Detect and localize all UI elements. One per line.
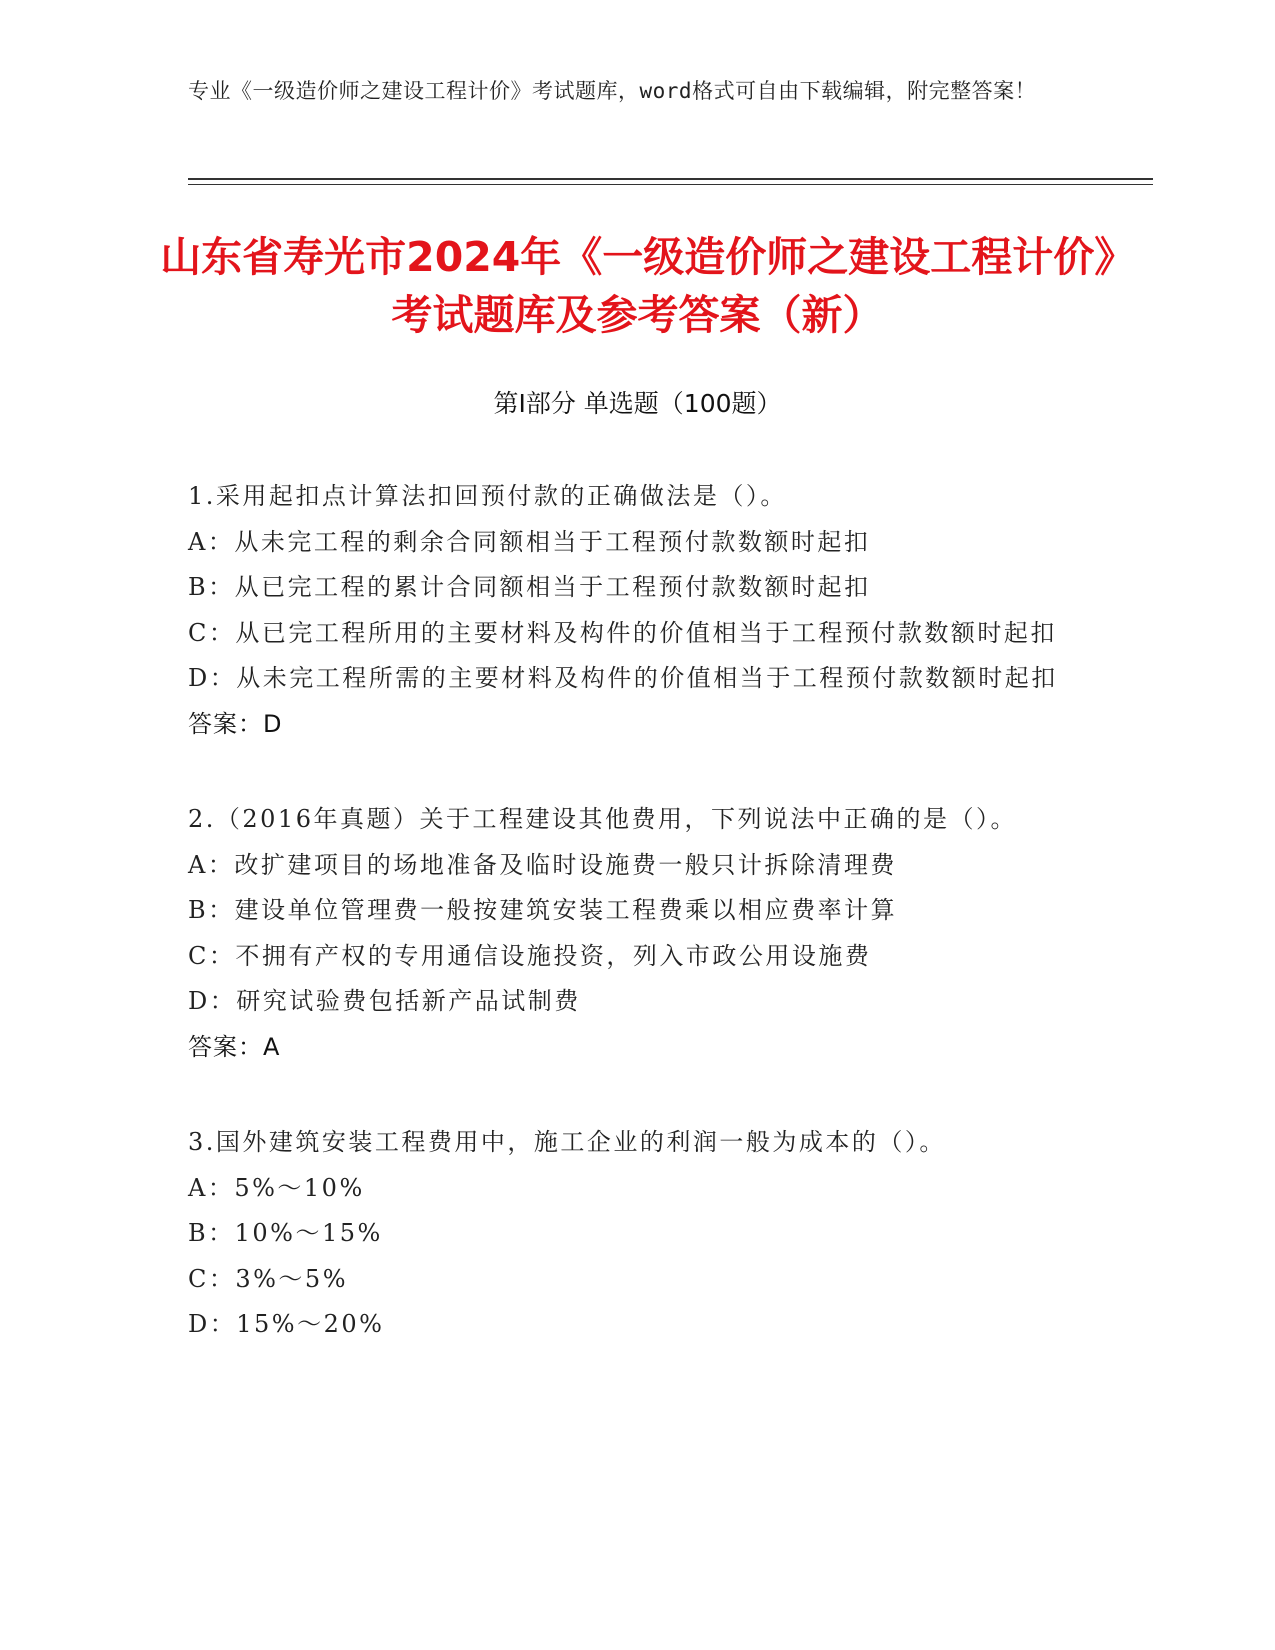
question-stem: 2.（2016年真题）关于工程建设其他费用，下列说法中正确的是（）。 <box>188 805 1017 833</box>
question-list <box>188 474 1078 1398</box>
option-d: D：研究试验费包括新产品试制费 <box>188 987 581 1015</box>
option-d: D：从未完工程所需的主要材料及构件的价值相当于工程预付款数额时起扣 <box>188 664 1058 692</box>
option-c: C：3%～5% <box>188 1264 349 1293</box>
question-2 <box>188 797 1078 1070</box>
option-b: B：10%～15% <box>188 1219 383 1247</box>
question-stem: 3.国外建筑安装工程费用中，施工企业的利润一般为成本的（）。 <box>188 1128 946 1156</box>
option-a: A：改扩建项目的场地准备及临时设施费一般只计拆除清理费 <box>188 850 897 879</box>
option-b: B：从已完工程的累计合同额相当于工程预付款数额时起扣 <box>188 573 871 601</box>
option-c: C：不拥有产权的专用通信设施投资，列入市政公用设施费 <box>188 941 872 970</box>
document-title: 山东省寿光市2024年《一级造价师之建设工程计价》考试题库及参考答案（新） <box>160 233 1115 339</box>
header-divider-thin <box>188 184 1153 185</box>
question-stem: 1.采用起扣点计算法扣回预付款的正确做法是（）。 <box>188 482 787 510</box>
answer: 答案：A <box>188 1032 281 1061</box>
header-note: 专业《一级造价师之建设工程计价》考试题库，word格式可自由下载编辑，附完整答案！ <box>188 79 1037 103</box>
option-a: A：从未完工程的剩余合同额相当于工程预付款数额时起扣 <box>188 527 871 556</box>
question-1 <box>188 474 1078 747</box>
option-c: C：从已完工程所用的主要材料及构件的价值相当于工程预付款数额时起扣 <box>188 618 1057 647</box>
answer: 答案：D <box>188 709 283 738</box>
option-b: B：建设单位管理费一般按建筑安装工程费乘以相应费率计算 <box>188 896 898 924</box>
section-heading: 第Ⅰ部分 单选题（100题） <box>493 389 782 418</box>
header-divider-thick <box>188 178 1153 180</box>
option-d: D：15%～20% <box>188 1310 385 1338</box>
option-a: A：5%～10% <box>188 1173 365 1202</box>
question-3 <box>188 1120 1078 1348</box>
